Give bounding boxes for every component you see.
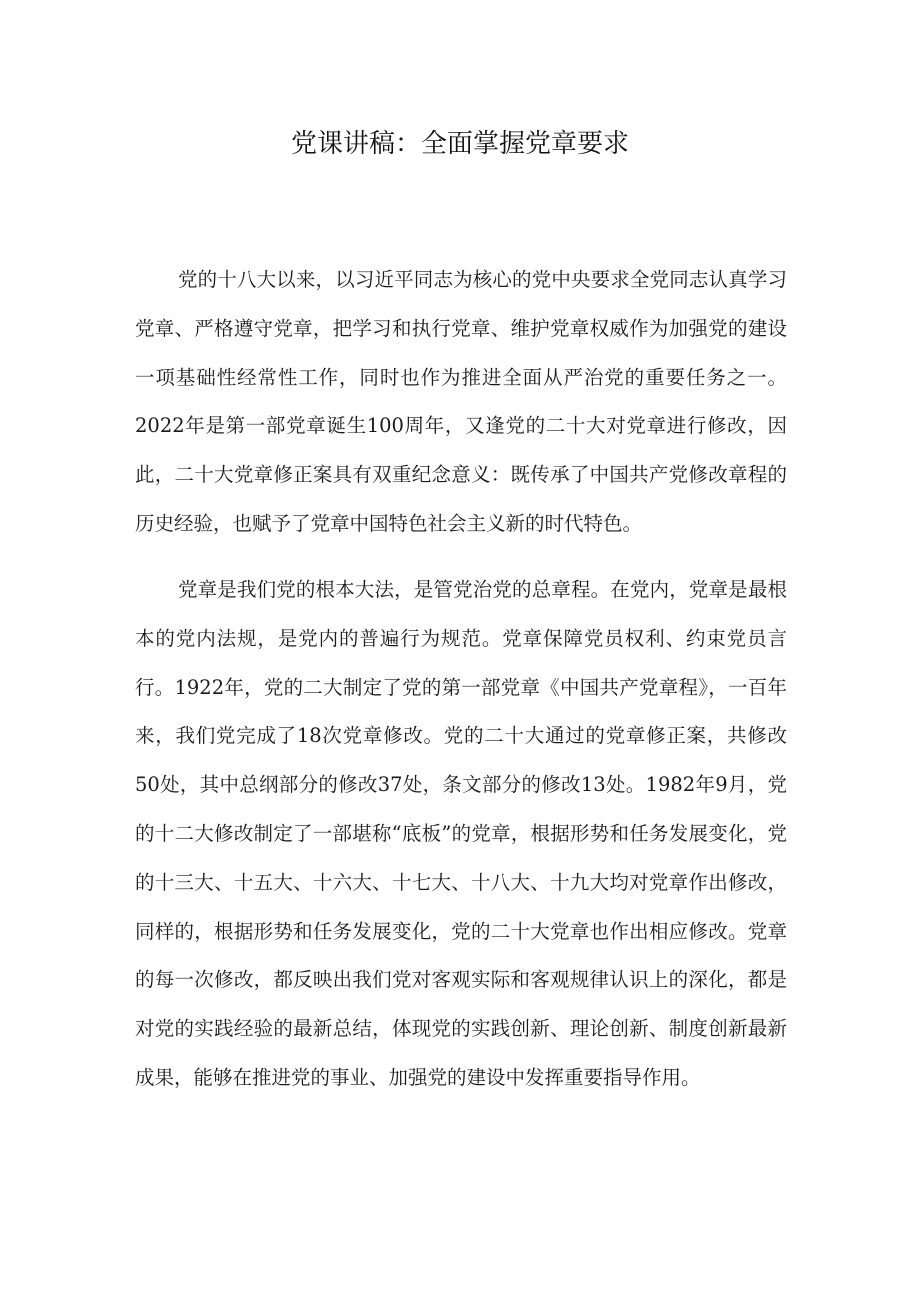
paragraph-1: 党的十八大以来，以习近平同志为核心的党中央要求全党同志认真学习党章、严格遵守党章，把学习和执行党章、维护党章权威作为加强党的建设一项基础性经常性工作，同时也作为推进全面从严治党的重要任务之一。2022年是第一部党章诞生100周年，又逢党的二十大对党章进行修改，因此，二十大党章修正案具有双重纪念意义：既传承了中国共产党修改章程的历史经验，也赋予了党章中国特色社会主义新的时代特色。 (135, 268, 787, 535)
paragraph-2: 党章是我们党的根本大法，是管党治党的总章程。在党内，党章是最根本的党内法规，是党内的普遍行为规范。党章保障党员权利、约束党员言行。1922年，党的二大制定了党的第一部党章《中国共产党章程》，一百年来，我们党完成了18次党章修改。党的二十大通过的党章修正案，共修改50处，其中总纲部分的修改37处，条文部分的修改13处。1982年9月，党的十二大修改制定了一部堪称“底板”的党章，根据形势和任务发展变化，党的十三大、十五大、十六大、十七大、十八大、十九大均对党章作出修改，同样的，根据形势和任务发展变化，党的二十大党章也作出相应修改。党章的每一次修改，都反映出我们党对客观实际和客观规律认识上的深化，都是对党的实践经验的最新总结，体现党的实践创新、理论创新、制度创新最新成果，能够在推进党的事业、加强党的建设中发挥重要指导作用。 (135, 578, 787, 1089)
document-title: 党课讲稿：全面掌握党章要求 (290, 129, 629, 159)
